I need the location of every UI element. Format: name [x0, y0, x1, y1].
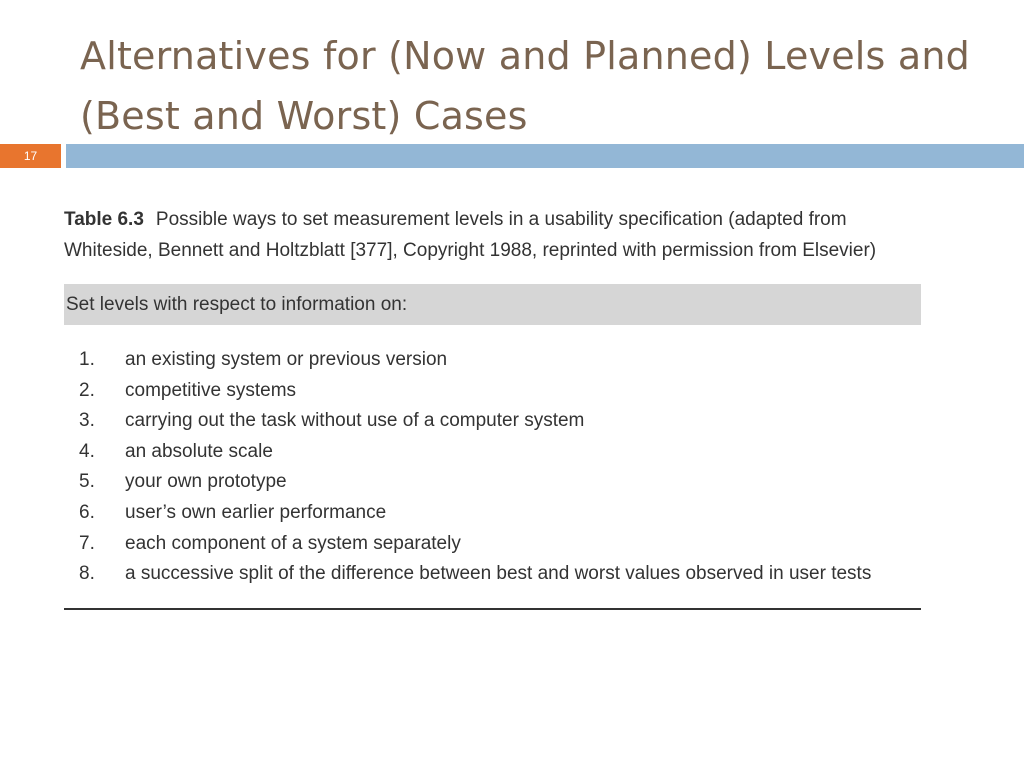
list-item-text: carrying out the task without use of a computer system	[125, 410, 585, 432]
list-item-text: user’s own earlier performance	[125, 501, 387, 523]
list-item	[64, 437, 921, 468]
list-item-number: 5.	[79, 471, 95, 493]
list-item-text: an absolute scale	[125, 440, 273, 462]
list-item	[64, 559, 921, 590]
slide-number: 17	[0, 144, 61, 168]
list-item-number: 1.	[79, 349, 95, 370]
list-item-number: 7.	[79, 532, 95, 554]
list-item	[64, 376, 921, 407]
table-caption-label: Table 6.3	[64, 209, 144, 230]
list-item	[64, 467, 921, 498]
list-item-number: 6.	[79, 501, 95, 523]
table-caption	[64, 204, 921, 266]
list-item-text: each component of a system separately	[125, 532, 461, 554]
list-item-text: competitive systems	[125, 379, 297, 401]
list-item-number: 2.	[79, 379, 95, 401]
list-item-text: a successive split of the difference between best and worst values observed in user tests	[125, 563, 872, 585]
list-item	[64, 406, 921, 437]
header-bar	[66, 144, 1024, 168]
list-item	[64, 345, 921, 376]
table-header: Set levels with respect to information on:	[64, 284, 921, 325]
list-item	[64, 529, 921, 560]
list-item-number: 3.	[79, 410, 95, 432]
list-item-number: 4.	[79, 440, 95, 462]
level-list	[64, 345, 921, 590]
list-item-text: your own prototype	[125, 471, 287, 493]
table-caption-text: Possible ways to set measurement levels in a usability specification (adapted from Whiteside, Bennett and Holtzblatt [377], Copyright 1988, reprinted with permission from Elsevier)	[64, 209, 877, 261]
list-item	[64, 498, 921, 529]
list-item-number: 8.	[79, 563, 95, 585]
slide-title: Alternatives for (Now and Planned) Levels and (Best and Worst) Cases	[80, 34, 970, 138]
table-bottom-rule	[64, 608, 921, 610]
list-item-text: an existing system or previous version	[125, 349, 448, 370]
table-block	[64, 204, 921, 610]
